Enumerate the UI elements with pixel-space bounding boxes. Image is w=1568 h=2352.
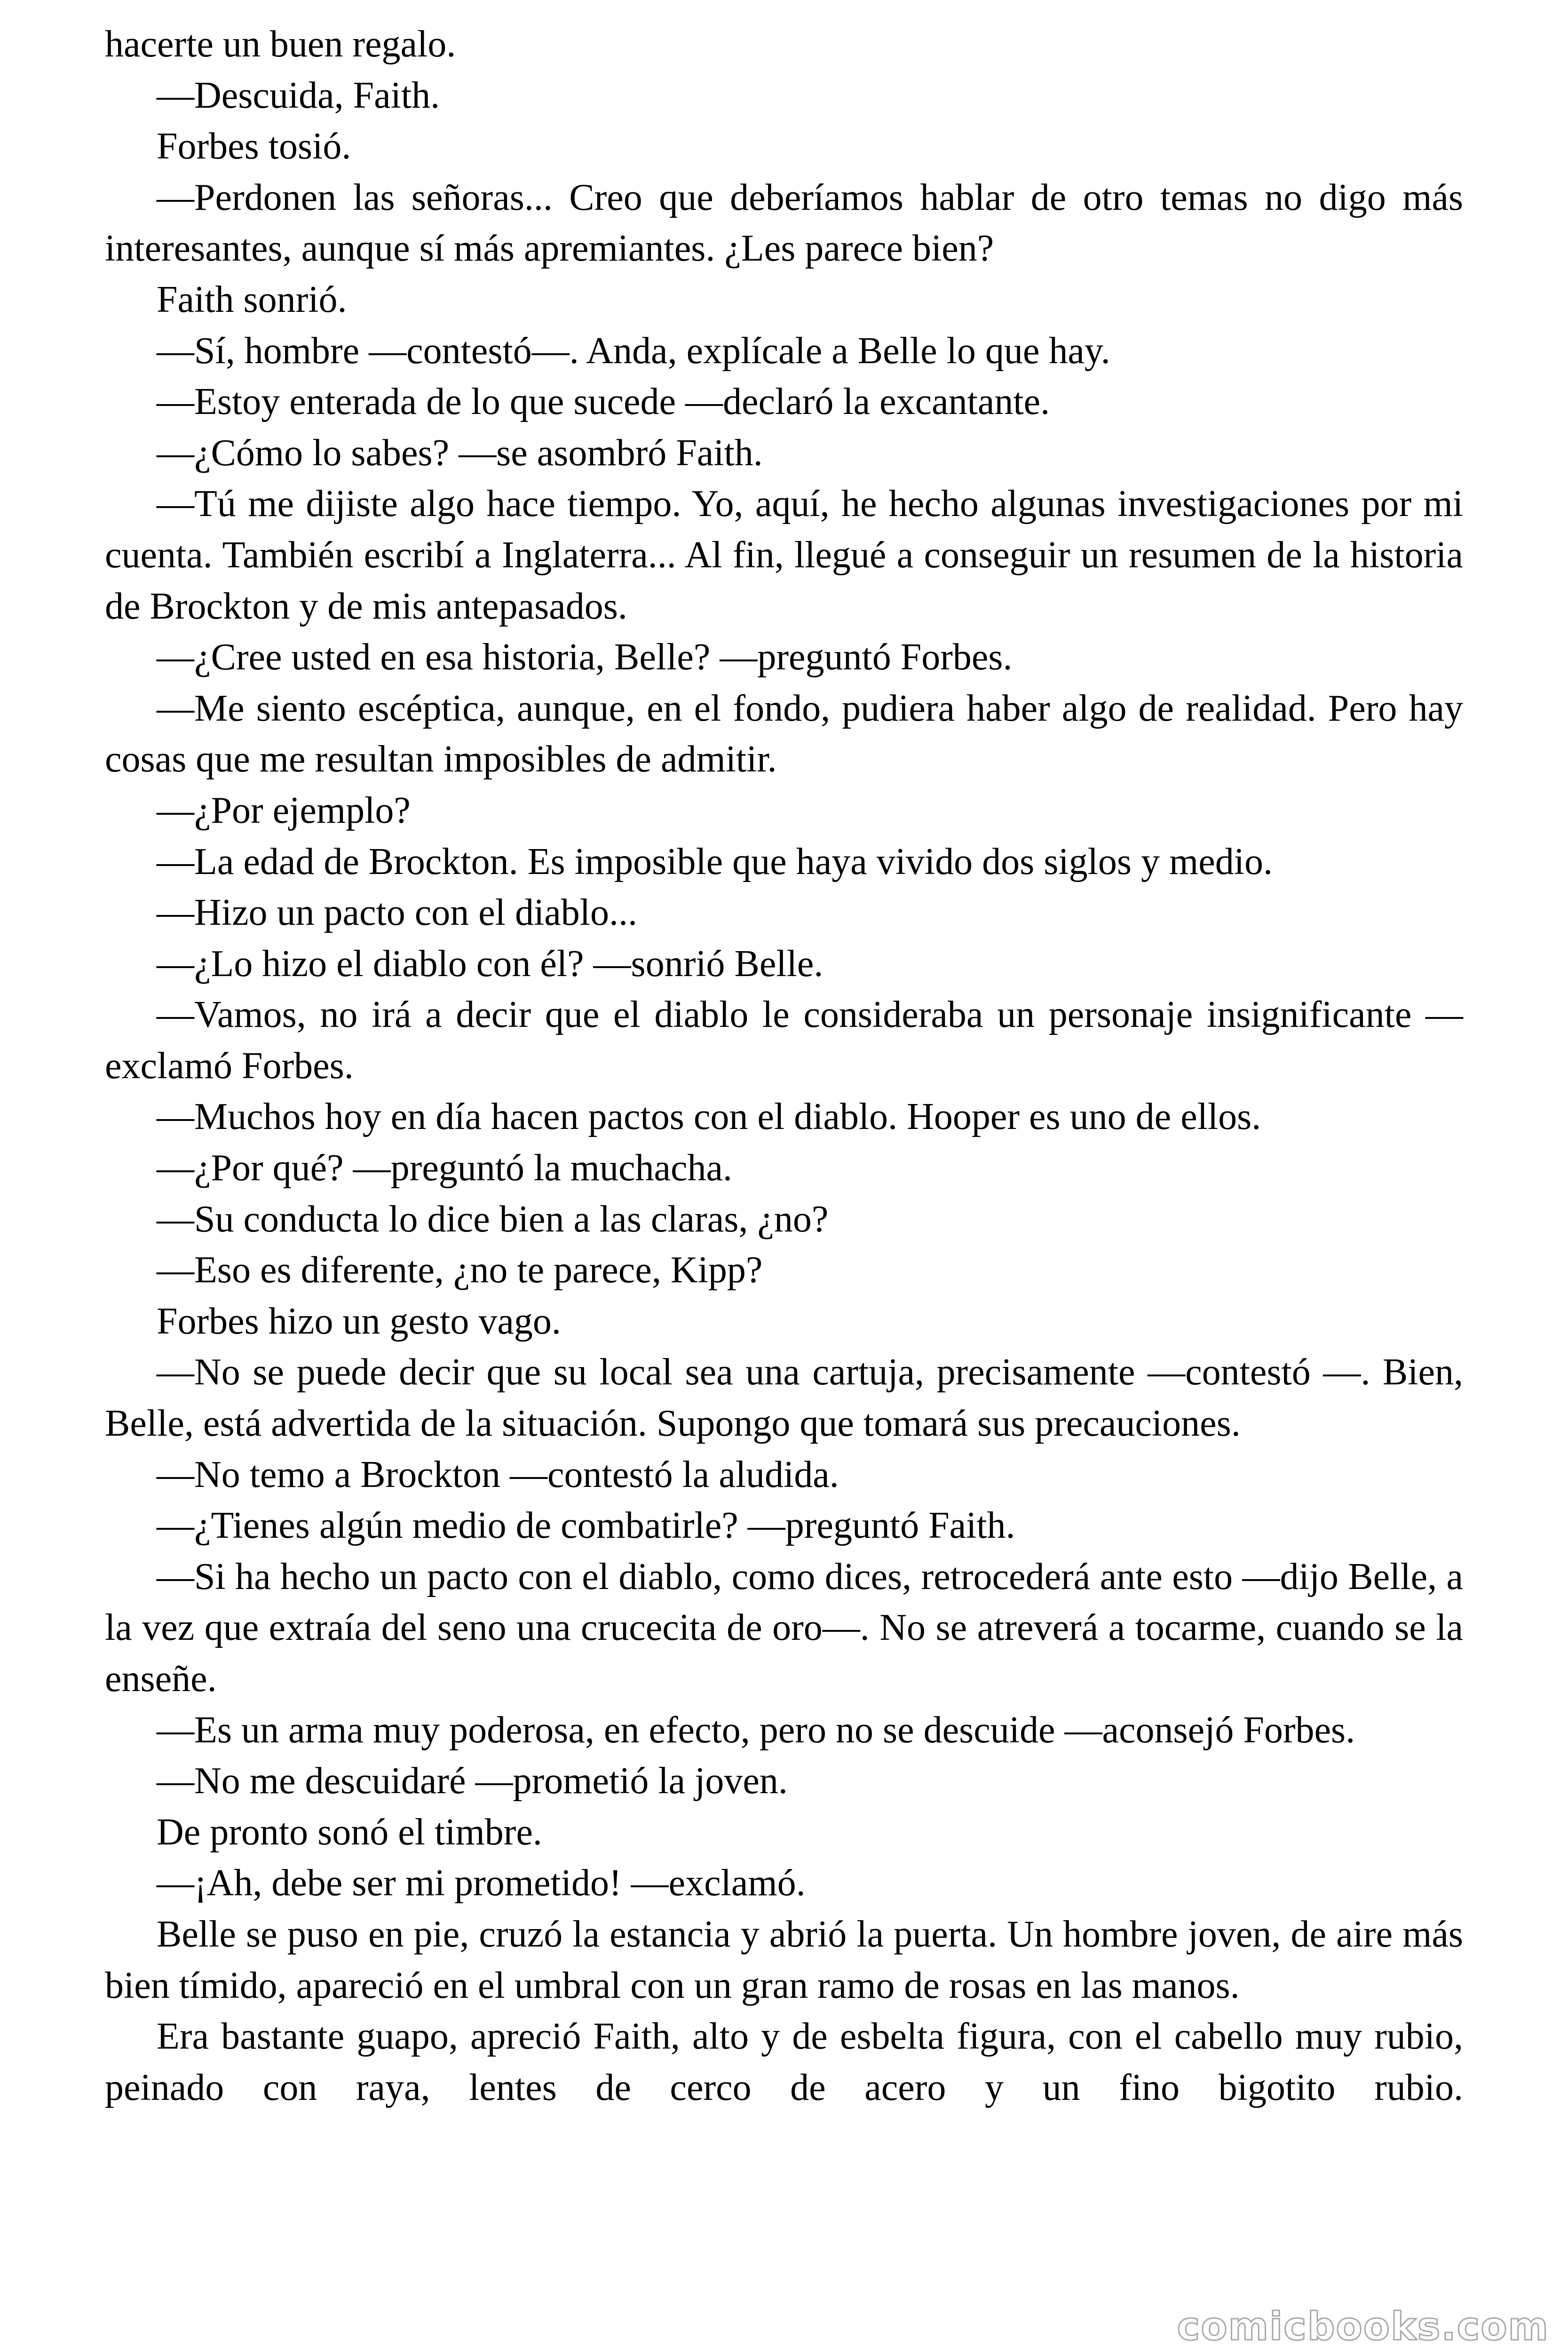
paragraph: —Su conducta lo dice bien a las claras, ¿no? <box>157 1198 829 1240</box>
paragraph: Era bastante guapo, apreció Faith, alto y de esbelta figura, con el cabello muy rubio, peinado con raya, lentes de cerco de acero y un fino bigotito rubio. <box>105 2016 1463 2108</box>
paragraph: De pronto sonó el timbre. <box>157 1811 542 1853</box>
paragraph: —Tú me dijiste algo hace tiempo. Yo, aquí, he hecho algunas investigaciones por mi cuenta. También escribí a Inglaterra... Al fin, llegué a conseguir un resumen de la historia de Brockton y de mis antepasados. <box>105 483 1463 627</box>
paragraph: —La edad de Brockton. Es imposible que haya vivido dos siglos y medio. <box>157 841 1273 882</box>
paragraph: —No se puede decir que su local sea una cartuja, precisamente —contestó —. Bien, Belle, está advertida de la situación. Supongo que tomará sus precauciones. <box>105 1351 1463 1445</box>
paragraph: —¿Cree usted en esa historia, Belle? —preguntó Forbes. <box>157 636 1013 678</box>
paragraph: —Eso es diferente, ¿no te parece, Kipp? <box>157 1249 763 1291</box>
paragraph: —Vamos, no irá a decir que el diablo le consideraba un personaje insignificante —exclamó Forbes. <box>105 994 1463 1087</box>
watermark-logo: comicbooks.com <box>1177 2304 1549 2349</box>
paragraph: —Sí, hombre —contestó—. Anda, explícale a Belle lo que hay. <box>157 330 1110 372</box>
paragraph: —Estoy enterada de lo que sucede —declaró la excantante. <box>157 381 1050 423</box>
paragraph: —Perdonen las señoras... Creo que deberíamos hablar de otro temas no digo más interesantes, aunque sí más apremiantes. ¿Les parece bien? <box>105 176 1463 270</box>
book-page-text <box>105 19 1463 2113</box>
paragraph: Forbes hizo un gesto vago. <box>157 1300 561 1342</box>
paragraph: —¡Ah, debe ser mi prometido! —exclamó. <box>157 1862 806 1904</box>
paragraph: —No me descuidaré —prometió la joven. <box>157 1760 788 1802</box>
paragraph: —¿Lo hizo el diablo con él? —sonrió Belle. <box>157 943 824 985</box>
paragraph: —Me siento escéptica, aunque, en el fondo, pudiera haber algo de realidad. Pero hay cosas que me resultan imposibles de admitir. <box>105 687 1463 780</box>
paragraph: —No temo a Brockton —contestó la aludida. <box>157 1454 839 1495</box>
paragraph: —¿Cómo lo sabes? —se asombró Faith. <box>157 432 763 474</box>
paragraph: hacerte un buen regalo. <box>105 24 456 65</box>
paragraph: —Muchos hoy en día hacen pactos con el diablo. Hooper es uno de ellos. <box>157 1096 1261 1138</box>
paragraph: Forbes tosió. <box>157 126 351 167</box>
paragraph: —Es un arma muy poderosa, en efecto, pero no se descuide —aconsejó Forbes. <box>157 1709 1355 1751</box>
paragraph: —¿Por qué? —preguntó la muchacha. <box>157 1147 733 1189</box>
paragraph: Belle se puso en pie, cruzó la estancia y abrió la puerta. Un hombre joven, de aire más bien tímido, apareció en el umbral con un gran ramo de rosas en las manos. <box>105 1913 1463 2006</box>
paragraph: —Si ha hecho un pacto con el diablo, como dices, retrocederá ante esto —dijo Belle, a la vez que extraía del seno una crucecita de oro—. No se atreverá a tocarme, cuando se la enseñe. <box>105 1556 1463 1700</box>
paragraph: —Hizo un pacto con el diablo... <box>157 892 637 934</box>
paragraph: —¿Tienes algún medio de combatirle? —preguntó Faith. <box>157 1505 1015 1547</box>
paragraph: Faith sonrió. <box>157 278 347 320</box>
paragraph: —Descuida, Faith. <box>157 74 440 116</box>
paragraph: —¿Por ejemplo? <box>157 789 411 831</box>
